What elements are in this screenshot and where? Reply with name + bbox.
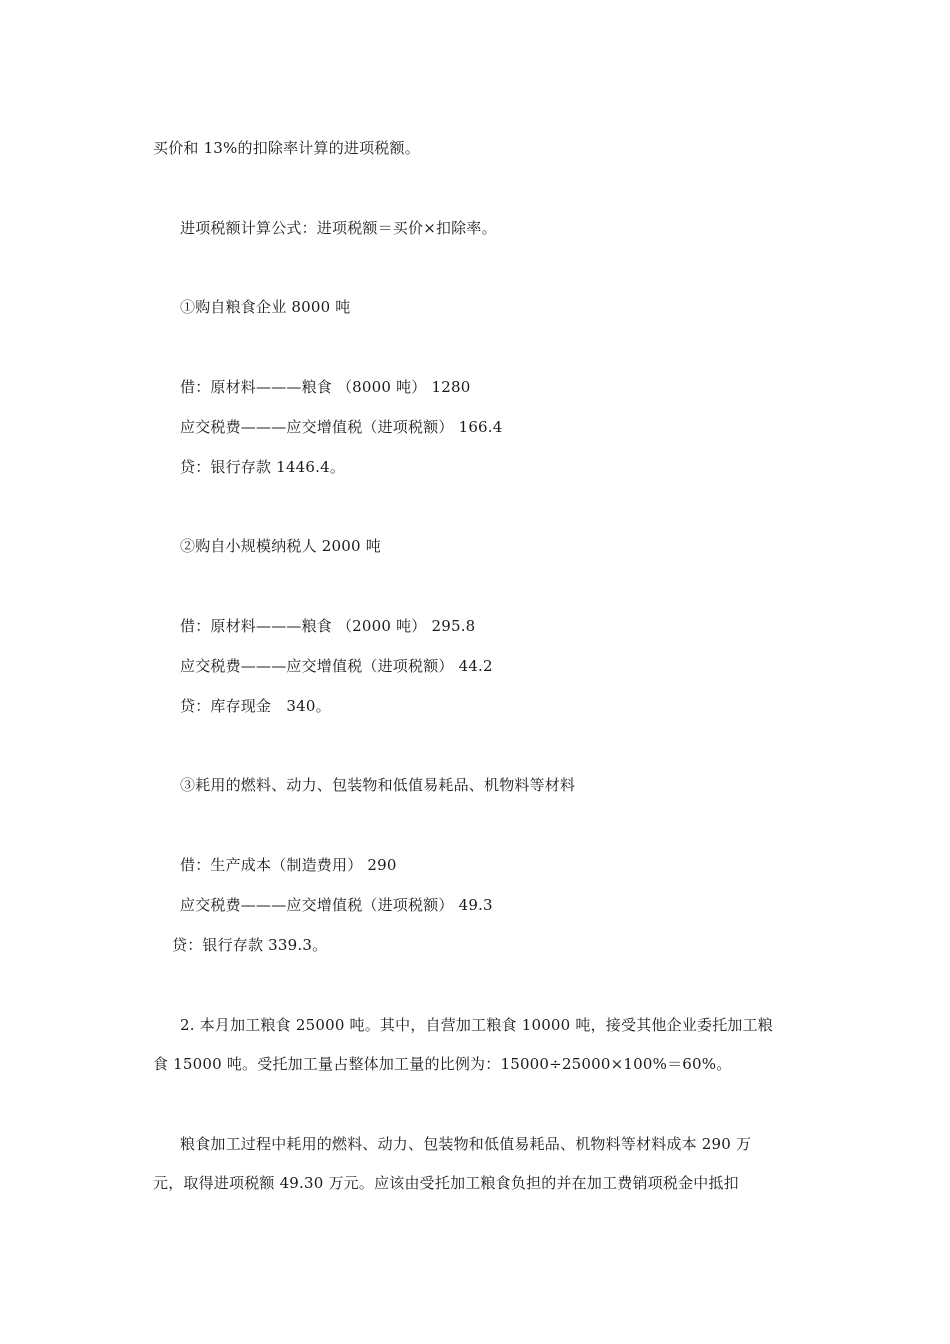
text-line: ①购自粮食企业 8000 吨 bbox=[180, 298, 351, 316]
text-line: 食 15000 吨。受托加工量占整体加工量的比例为：15000÷25000×100%＝60%。 bbox=[153, 1055, 732, 1073]
text-line: ②购自小规模纳税人 2000 吨 bbox=[180, 537, 381, 555]
text-line: 借：生产成本（制造费用） 290 bbox=[180, 856, 397, 874]
text-line: 粮食加工过程中耗用的燃料、动力、包装物和低值易耗品、机物料等材料成本 290 万 bbox=[180, 1135, 752, 1153]
text-line: 应交税费———应交增值税（进项税额） 44.2 bbox=[180, 657, 493, 675]
text-line: 贷：库存现金 340。 bbox=[180, 697, 331, 715]
text-line: 2. 本月加工粮食 25000 吨。其中，自营加工粮食 10000 吨，接受其他企业委托加工粮 bbox=[180, 1016, 773, 1034]
text-line: 借：原材料———粮食 （8000 吨） 1280 bbox=[180, 378, 471, 396]
text-line: ③耗用的燃料、动力、包装物和低值易耗品、机物料等材料 bbox=[180, 776, 576, 794]
text-line: 贷：银行存款 1446.4。 bbox=[180, 458, 346, 476]
text-line: 元，取得进项税额 49.30 万元。应该由受托加工粮食负担的并在加工费销项税金中抵扣 bbox=[153, 1174, 739, 1192]
text-line: 贷：银行存款 339.3。 bbox=[172, 936, 328, 954]
text-line: 借：原材料———粮食 （2000 吨） 295.8 bbox=[180, 617, 476, 635]
text-line: 买价和 13%的扣除率计算的进项税额。 bbox=[153, 139, 420, 157]
text-line: 进项税额计算公式：进项税额＝买价×扣除率。 bbox=[180, 219, 497, 237]
text-line: 应交税费———应交增值税（进项税额） 166.4 bbox=[180, 418, 503, 436]
text-line: 应交税费———应交增值税（进项税额） 49.3 bbox=[180, 896, 493, 914]
